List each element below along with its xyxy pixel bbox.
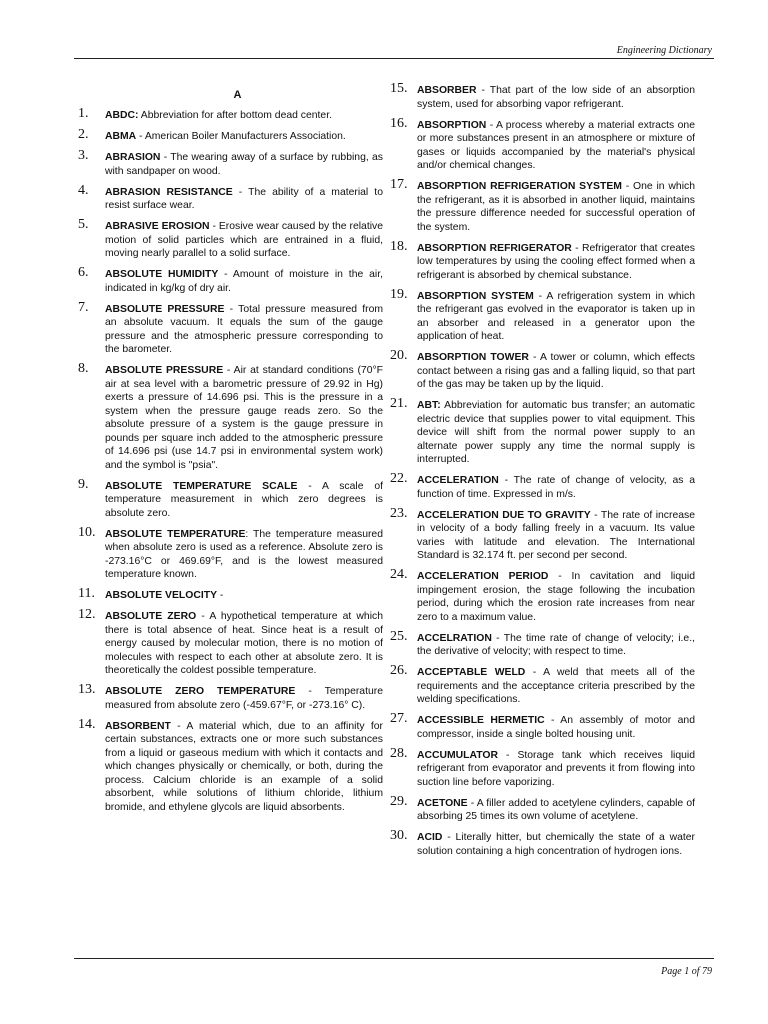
dictionary-entry xyxy=(390,115,695,173)
entry-body xyxy=(417,509,695,563)
entry-term: ABSOLUTE HUMIDITY xyxy=(105,269,219,280)
entry-number: 14. xyxy=(78,716,96,732)
entry-definition: - A weld that meets all of the requirements and the acceptance criteria prescribed by the welding specifications. xyxy=(417,667,695,705)
entry-definition: - A refrigeration system in which the refrigerant gas evolved in the evaporator is taken up in an absorber and released in a generator upon the application of heat. xyxy=(417,290,695,342)
entry-number: 10. xyxy=(78,524,96,540)
dictionary-entry xyxy=(390,711,695,741)
dictionary-entry xyxy=(78,682,383,712)
dictionary-entry xyxy=(390,238,695,283)
entry-term: ACCELRATION xyxy=(417,632,492,644)
dictionary-entry xyxy=(390,505,695,563)
entry-number: 18. xyxy=(390,238,408,254)
dictionary-entry xyxy=(78,265,383,295)
dictionary-entry xyxy=(390,286,695,344)
entry-body xyxy=(105,610,383,678)
entry-definition: - Literally hitter, but chemically the state of a water solution containing a high concentration of hydrogen ions. xyxy=(417,832,695,857)
entry-number: 23. xyxy=(390,505,408,521)
entry-definition: - xyxy=(217,590,224,601)
entry-number: 4. xyxy=(78,182,89,198)
entry-body xyxy=(105,220,383,261)
entry-number: 29. xyxy=(390,793,408,809)
entry-body xyxy=(105,480,383,521)
entry-term: ABSOLUTE PRESSURE xyxy=(105,365,224,376)
entry-number: 6. xyxy=(78,265,89,280)
entry-number: 7. xyxy=(78,299,89,315)
entry-definition: - The rate of increase in velocity of a body falling freely in a vacuum. Its value varies with latitude and elevation. The International Standard is 32.174 ft. per second per second. xyxy=(417,509,695,561)
entry-term: ABSORBENT xyxy=(105,720,171,732)
entry-term: ACCESSIBLE HERMETIC xyxy=(417,715,545,726)
dictionary-entry xyxy=(78,148,383,178)
entry-number: 3. xyxy=(78,148,89,163)
entry-definition: - Erosive wear caused by the relative motion of solid particles which are entrained in a fluid, moving nearly parallel to a solid surface. xyxy=(105,221,383,259)
entry-number: 21. xyxy=(390,396,408,411)
dictionary-entry xyxy=(78,476,384,521)
entry-body xyxy=(105,130,383,144)
footer-rule xyxy=(74,958,714,959)
entry-number: 8. xyxy=(78,361,89,376)
dictionary-entry xyxy=(390,628,695,659)
entry-definition: - The ability of a material to resist surface wear. xyxy=(105,186,383,211)
dictionary-entry xyxy=(78,127,383,144)
dictionary-entry xyxy=(390,348,695,392)
entry-term: ACCELERATION xyxy=(417,475,499,486)
entry-definition: - Storage tank which receives liquid refrigerant from evaporator and prevents it from flowing into suction line before vaporizing. xyxy=(417,749,695,788)
entry-term: ABSOLUTE TEMPERATURE xyxy=(105,528,246,540)
entry-definition: - Air at standard conditions (70°F air at sea level with a barometric pressure of 29.92 in Hg) exerts a pressure of 14.696 psi. This is the pressure in a system when the pressure gauge reads zero. So the absolute pressure of a system is the gauge pressure in pounds per square inch added to the atmospheric pressure of 14.696 psi (use 14.7 psi in environmental system work) and the symbol is "psia". xyxy=(105,365,383,471)
entry-number: 25. xyxy=(390,628,408,644)
entry-definition: Abbreviation for automatic bus transfer; an automatic electric device that supplies power to vital equipment. This device will shift from the normal power supply to an alternate power supply any time the normal supply is interrupted. xyxy=(417,400,695,465)
entry-body xyxy=(417,84,695,111)
entry-number: 20. xyxy=(390,348,408,363)
dictionary-entry xyxy=(390,396,695,467)
entry-body xyxy=(105,151,383,178)
entry-term: ACCELERATION DUE TO GRAVITY xyxy=(417,509,591,521)
entry-body xyxy=(105,720,383,815)
entry-definition: - Temperature measured from absolute zero (-459.67°F, or -273.16° C). xyxy=(105,686,383,711)
dictionary-entry xyxy=(78,607,383,678)
entry-term: ABSORPTION REFRIGERATION SYSTEM xyxy=(417,181,622,192)
entry-body xyxy=(417,749,695,790)
entry-number: 26. xyxy=(390,663,408,678)
entry-number: 19. xyxy=(390,286,408,302)
entry-body xyxy=(417,797,695,824)
entry-definition: - The wearing away of a surface by rubbing, as with sandpaper on wood. xyxy=(105,152,383,177)
entry-term: ACCEPTABLE WELD xyxy=(417,667,526,678)
entry-number: 5. xyxy=(78,217,89,232)
entry-term: ACID xyxy=(417,832,443,843)
entry-definition: - A material which, due to an affinity for certain substances, extracts one or more such substances from a liquid or gaseous medium with which it contacts and which changes physically or chemically, or both, during the process. Calcium chloride is an example of a solid absorbent, while solutions of lithium chloride, lithium bromide, and ethylene glycols are liquid absorbents. xyxy=(105,720,383,813)
entry-definition: - Refrigerator that creates low temperatures by using the cooling effect formed when a refrigerant is absorbed by chemical substance. xyxy=(417,242,695,281)
entry-body xyxy=(417,570,695,624)
entry-term: ABRASIVE EROSION xyxy=(105,221,210,232)
entry-term: ABSORPTION REFRIGERATOR xyxy=(417,242,572,254)
dictionary-entry xyxy=(78,586,383,603)
entry-term: ABSOLUTE ZERO TEMPERATURE xyxy=(105,686,296,697)
entry-term: ABRASION RESISTANCE xyxy=(105,186,233,198)
dictionary-entry xyxy=(390,663,695,707)
left-column xyxy=(78,84,383,822)
entry-number: 24. xyxy=(390,567,408,582)
entry-body xyxy=(417,119,695,173)
entry-body xyxy=(417,666,695,707)
entry-number: 28. xyxy=(390,745,408,761)
entry-term: ACETONE xyxy=(417,797,468,809)
entry-term: ABDC: xyxy=(105,110,139,121)
entry-definition: - A hypothetical temperature at which there is total absence of heat. Since heat is a result of energy caused by molecular motion, there is no motion of molecules with respect to each other at absolute zero. It is theoretically the coldest possible temperature. xyxy=(105,611,383,676)
entry-body xyxy=(417,632,695,659)
entry-number: 30. xyxy=(390,828,408,843)
dictionary-entry xyxy=(390,177,695,234)
document-title: Engineering Dictionary xyxy=(616,45,712,56)
dictionary-entry xyxy=(78,182,383,213)
entry-body xyxy=(417,242,695,283)
dictionary-entry xyxy=(78,716,383,815)
entry-term: ABSOLUTE PRESSURE xyxy=(105,303,225,315)
entry-number: 15. xyxy=(390,81,408,96)
entry-term: ACCELERATION PERIOD xyxy=(417,571,549,582)
entry-term: ABSOLUTE TEMPERATURE SCALE xyxy=(105,480,298,492)
entry-term: ABMA xyxy=(105,131,137,142)
entry-body xyxy=(105,186,383,213)
dictionary-entry xyxy=(390,471,695,501)
entry-number: 2. xyxy=(78,127,89,142)
entry-number: 16. xyxy=(390,115,408,131)
entry-body xyxy=(417,180,695,234)
dictionary-entry xyxy=(78,361,383,472)
entry-body xyxy=(105,303,383,357)
entry-definition: Abbreviation for after bottom dead center. xyxy=(138,110,332,121)
right-column xyxy=(390,81,695,866)
entry-body xyxy=(417,474,695,501)
entry-body xyxy=(105,685,383,712)
entry-definition: - In cavitation and liquid impingement erosion, the stage following the incubation period, during which the erosion rate increases from near zero to a maximum value. xyxy=(417,571,695,623)
entry-number: 27. xyxy=(390,711,408,726)
entry-definition: - That part of the low side of an absorption system, used for absorbing vapor refrigerant. xyxy=(417,85,695,110)
dictionary-entry xyxy=(390,81,695,111)
entry-number: 12. xyxy=(78,607,96,622)
entry-number: 9. xyxy=(78,476,89,492)
dictionary-entry xyxy=(390,828,695,858)
entry-definition: - The rate of change of velocity, as a function of time. Expressed in m/s. xyxy=(417,475,695,500)
entry-definition: - An assembly of motor and compressor, inside a single bolted housing unit. xyxy=(417,715,695,740)
entry-term: ABSORPTION TOWER xyxy=(417,352,529,363)
entry-number: 11. xyxy=(78,586,95,601)
entry-definition: - A filler added to acetylene cylinders, capable of absorbing 25 times its own volume of acetylene. xyxy=(417,797,695,822)
entry-definition: - American Boiler Manufacturers Association. xyxy=(136,131,346,142)
entry-body xyxy=(417,714,695,741)
entry-definition: - Total pressure measured from an absolute vacuum. It equals the sum of the gauge pressure and the atmospheric pressure corresponding to the barometer. xyxy=(105,303,383,355)
entry-number: 17. xyxy=(390,177,408,192)
entry-body xyxy=(417,831,695,858)
entry-body xyxy=(417,290,695,344)
dictionary-entry xyxy=(78,299,383,357)
entry-definition: : The temperature measured when absolute zero is used as a reference. Absolute zero is -273.16°C or 469.69°F, and is the lowest measured temperature known. xyxy=(105,528,383,580)
entry-body xyxy=(105,268,383,295)
entry-term: ABSORPTION SYSTEM xyxy=(417,290,534,302)
entry-definition: - A process whereby a material extracts one or more substances present in an atmosphere or mixture of gases or liquids accompanied by the material's physical and/or chemical changes. xyxy=(417,119,695,171)
entry-number: 13. xyxy=(78,682,96,697)
entry-number: 1. xyxy=(78,106,89,121)
entry-body xyxy=(105,364,383,472)
entry-body xyxy=(105,109,383,123)
page-number: Page 1 of 79 xyxy=(661,966,712,977)
entry-term: ABSORBER xyxy=(417,85,477,96)
entry-body xyxy=(417,351,695,392)
dictionary-entry xyxy=(390,567,695,624)
dictionary-entry xyxy=(390,745,695,790)
entry-body xyxy=(105,589,383,603)
entry-term: ABSORPTION xyxy=(417,119,487,131)
entry-number: 22. xyxy=(390,471,408,486)
dictionary-entry xyxy=(78,106,383,123)
entry-term: ABT: xyxy=(417,400,441,411)
entry-body xyxy=(417,399,695,467)
section-letter: A xyxy=(233,89,242,101)
header-rule xyxy=(74,58,714,59)
entry-body xyxy=(105,528,383,582)
dictionary-entry xyxy=(78,217,383,261)
dictionary-entry xyxy=(78,524,383,582)
entry-term: ABSOLUTE VELOCITY xyxy=(105,590,217,601)
entry-term: ABSOLUTE ZERO xyxy=(105,611,197,622)
entry-term: ABRASION xyxy=(105,152,161,163)
entry-definition: - One in which the refrigerant, as it is absorbed in another liquid, maintains the pressure difference needed for successful operation of the system. xyxy=(417,181,695,233)
entry-definition: - Amount of moisture in the air, indicated in kg/kg of dry air. xyxy=(105,269,383,294)
entry-definition: - A tower or column, which effects contact between a rising gas and a falling liquid, so that part of the gas may be taken up by the liquid. xyxy=(417,352,695,390)
dictionary-entry xyxy=(390,793,695,824)
entry-definition: - The time rate of change of velocity; i.e., the derivative of velocity; with respect to time. xyxy=(417,632,695,657)
entry-term: ACCUMULATOR xyxy=(417,749,498,761)
entry-definition: - A scale of temperature measurement in which zero degrees is absolute zero. xyxy=(105,480,384,519)
